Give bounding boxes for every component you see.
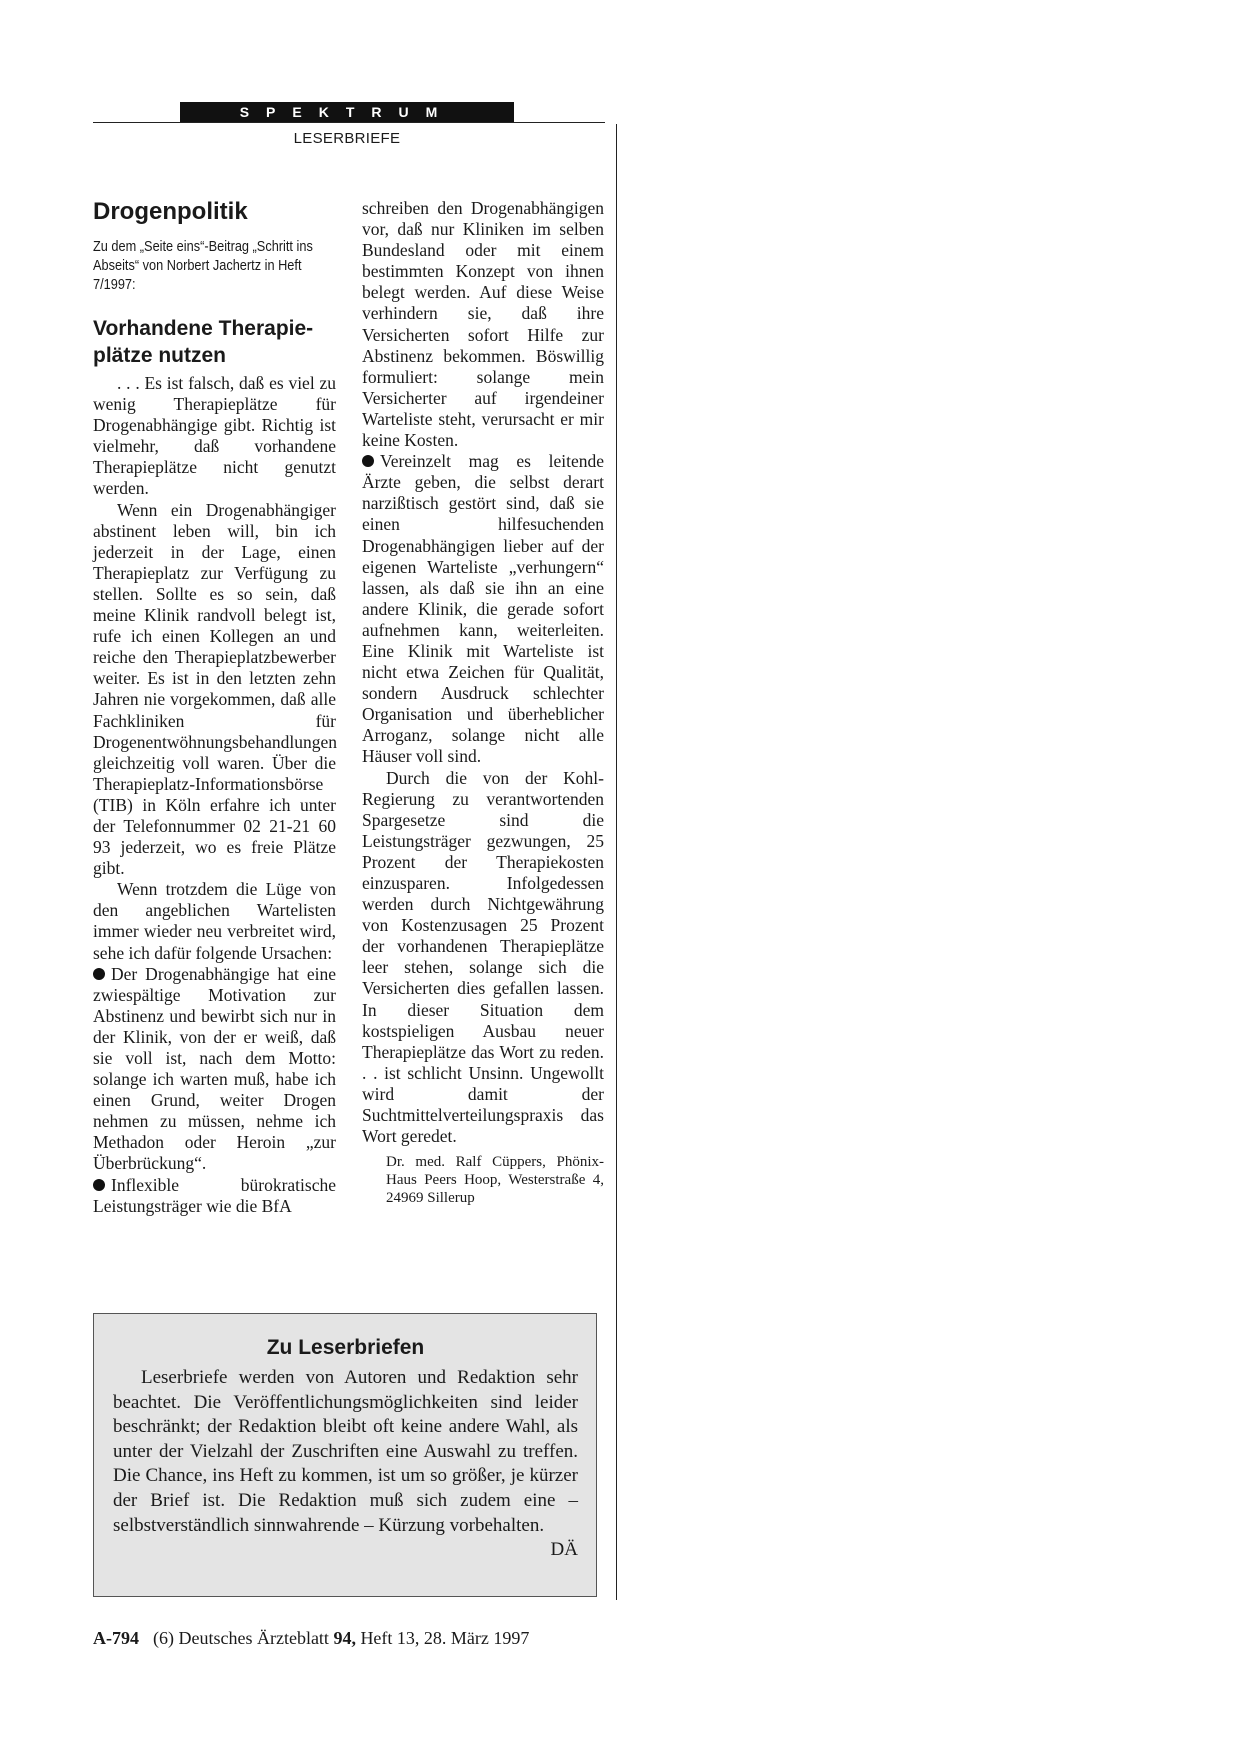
page-footer	[93, 1628, 529, 1649]
letter-body-left	[93, 373, 336, 1217]
footer-issue: Heft 13, 28. März 1997	[355, 1628, 530, 1648]
bullet-paragraph	[362, 451, 604, 767]
info-box-signature: DÄ	[550, 1539, 578, 1561]
column-rule	[616, 124, 617, 1600]
column-right	[362, 198, 604, 1207]
info-box	[93, 1313, 597, 1597]
info-box-text: Leserbriefe werden von Autoren und Redaktion sehr beachtet. Die Veröffentlichungsmöglichkeiten sind leider beschränkt; der Redaktion bleibt oft keine andere Wahl, als unter der Vielzahl der Zuschriften eine Auswahl zu treffen. Die Chance, ins Heft zu kommen, ist um so größer, je kürzer der Brief ist. Die Redaktion muß sich zudem eine – selbstverständlich sinnwahrende – Kürzung vorbehalten.	[113, 1367, 578, 1536]
bullet-icon	[93, 1179, 105, 1191]
bullet-icon	[362, 455, 374, 467]
bullet-text: Inflexible bürokratische Leistungsträger wie die BfA	[93, 1174, 336, 1216]
letter-signature: Dr. med. Ralf Cüppers, Phönix-Haus Peers Hoop, Westerstraße 4, 24969 Sillerup	[386, 1154, 604, 1207]
header-rule	[93, 122, 605, 123]
letter-body-right	[362, 198, 604, 1147]
paragraph: Wenn trotzdem die Lüge von den angeblichen Wartelisten immer wieder neu verbreitet wird, sehe ich dafür folgende Ursachen:	[93, 879, 336, 963]
page-number: A-794	[93, 1628, 139, 1648]
rubric-bar	[180, 102, 514, 122]
article-reference: Zu dem „Seite eins“-Beitrag „Schritt ins Abseits“ von Norbert Jachertz in Heft 7/1997:	[93, 239, 313, 293]
rubric-label: SPEKTRUM	[239, 104, 455, 120]
paragraph: schreiben den Drogenabhängigen vor, daß nur Kliniken im selben Bundesland oder mit einem bestimmten Konzept von ihnen belegt werden. Auf diese Weise verhindern sie, daß ihre Versicherten sofort Hilfe zur Abstinenz bekommen. Böswillig formuliert: solange mein Versicherter auf irgendeiner Warteliste steht, verursacht er mir keine Kosten.	[362, 198, 604, 451]
bullet-paragraph	[93, 964, 336, 1175]
paragraph: Wenn ein Drogenabhängiger abstinent leben will, bin ich jederzeit in der Lage, einen Therapieplatz zur Verfügung zu stellen. Sollte es so sein, daß meine Klinik randvoll belegt ist, rufe ich einen Kollegen an und reiche den Therapieplatzbewerber weiter. Es ist in den letzten zehn Jahren nie vorgekommen, daß alle Fachkliniken für Drogenentwöhnungsbehandlungen gleichzeitig voll waren. Über die Therapieplatz-Informationsbörse (TIB) in Köln erfahre ich unter der Telefonnummer 02 21-21 60 93 jederzeit, wo es freie Plätze gibt.	[93, 499, 337, 879]
bullet-text: Vereinzelt mag es leitende Ärzte geben, die selbst derart narzißtisch gestört sind, daß sie einen hilfesuchenden Drogenabhängigen lieber auf der eigenen Warteliste „verhungern“ lassen, als daß sie ihn an eine andere Klinik, die gerade sofort aufnehmen kann, weiterleiten. Eine Klinik mit Warteliste ist nicht etwa Zeichen für Qualität, sondern Ausdruck schlechter Organisation und überheblicher Arroganz, solange nicht alle Häuser voll sind.	[362, 451, 604, 767]
bullet-text: Der Drogenabhängige hat eine zwiespältige Motivation zur Abstinenz und bewirbt sich nur in der Klinik, von der er weiß, daß sie voll ist, nach dem Motto: solange ich warten muß, habe ich einen Grund, weiter Drogen nehmen zu müssen, nehme ich Methadon oder Heroin „zur Überbrückung“.	[93, 963, 336, 1174]
bullet-icon	[93, 968, 105, 980]
paragraph: . . . Es ist falsch, daß es viel zu wenig Therapieplätze für Drogenabhängige gibt. Richtig ist vielmehr, daß vorhandene Therapieplätze nicht genutzt werden.	[93, 373, 336, 499]
bullet-paragraph	[93, 1175, 336, 1217]
footer-journal: (6) Deutsches Ärzteblatt	[153, 1628, 334, 1648]
footer-volume: 94,	[333, 1628, 356, 1648]
letter-title: Vorhandene Therapie- plätze nutzen	[93, 317, 314, 367]
article-title: Drogenpolitik	[93, 198, 248, 225]
column-left	[93, 198, 336, 1217]
section-label: LESERBRIEFE	[293, 130, 401, 147]
paragraph: Durch die von der Kohl-Regierung zu verantwortenden Spargesetze sind die Leistungsträger gezwungen, 25 Prozent der Therapiekosten einzusparen. Infolgedessen werden durch Nichtgewährung von Kostenzusagen 25 Prozent der vorhandenen Therapieplätze leer stehen, solange sich die Versicherten dies gefallen lassen. In dieser Situation dem kostspieligen Ausbau neuer Therapieplätze das Wort zu reden. . . ist schlicht Unsinn. Ungewollt wird damit der Suchtmittelverteilungspraxis das Wort geredet.	[362, 767, 604, 1147]
info-box-title: Zu Leserbriefen	[266, 1336, 425, 1359]
info-box-body	[113, 1366, 578, 1561]
